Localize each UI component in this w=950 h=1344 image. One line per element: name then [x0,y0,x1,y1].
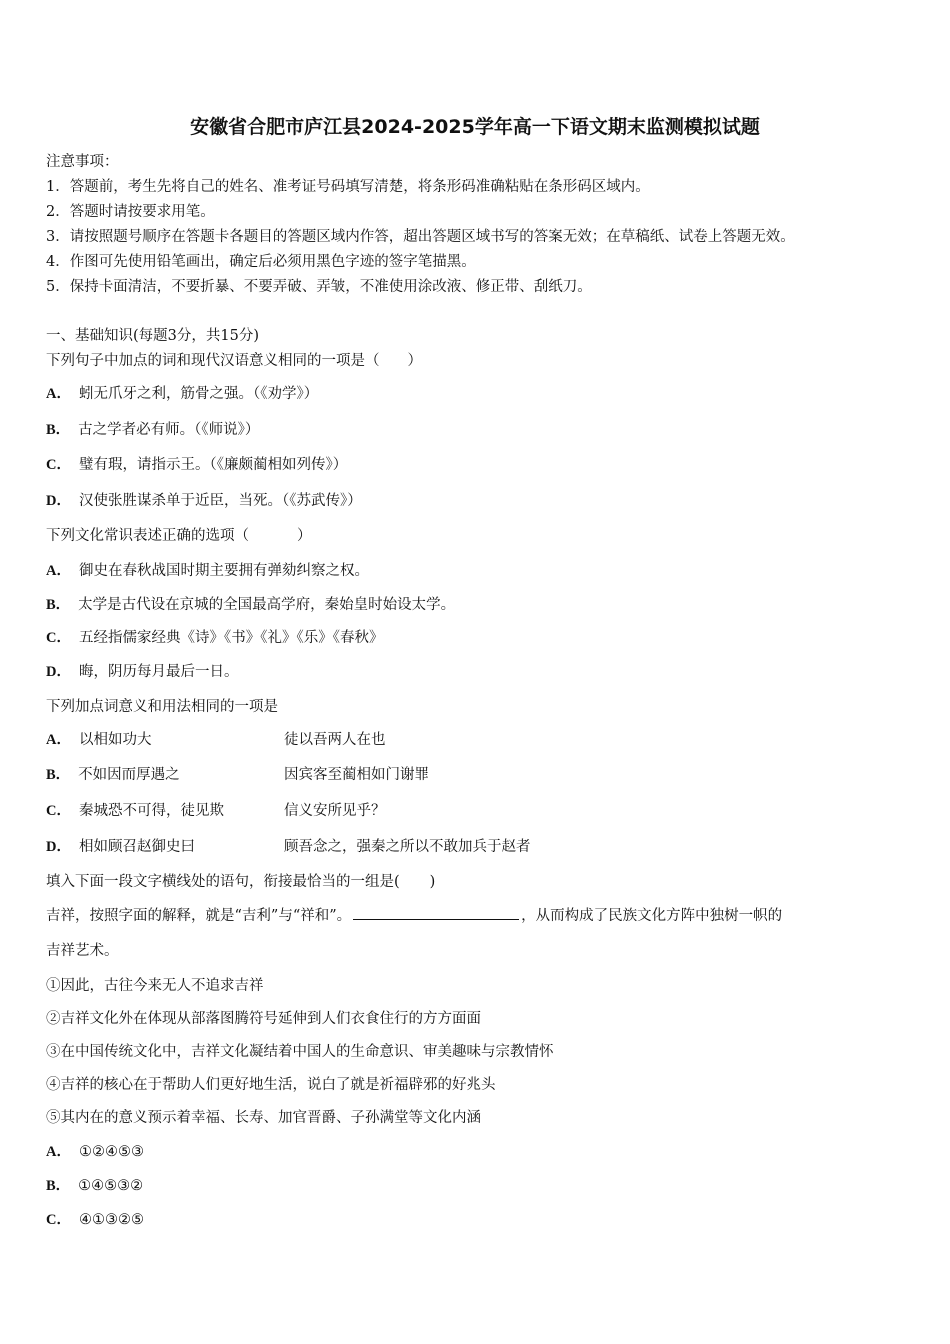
passage-line [46,905,782,926]
option-a [46,730,151,750]
notice-item: 4．作图可先使用铅笔画出，确定后必须用黑色字迹的签字笔描黑。 [46,254,476,270]
option-text: 蚓无爪牙之利，筋骨之强。（《劝学》） [78,386,319,402]
option-label: B． [46,1178,71,1194]
option-c [46,455,347,475]
sentence-item: ⑤其内在的意义预示着幸福、长寿、加官晋爵、子孙满堂等文化内涵 [46,1110,481,1126]
notice-item: 1．答题前，考生先将自己的姓名、准考证号码填写清楚，将条形码准确粘贴在条形码区域内。 [46,179,650,195]
sentence-item: ③在中国传统文化中，吉祥文化凝结着中国人的生命意识、审美趣味与宗教情怀 [46,1044,554,1060]
notice-item: 3．请按照题号顺序在答题卡各题目的答题区域内作答，超出答题区域书写的答案无效；在草稿纸、试卷上答题无效。 [46,229,795,245]
option-text: 汉使张胜谋杀单于近臣，当死。（《苏武传》） [78,493,362,509]
question-stem-text: 下列句子中加点的词和现代汉语意义相同的一项是（ [46,353,380,369]
option-label: C． [46,457,71,473]
sentence-item: ④吉祥的核心在于帮助人们更好地生活，说白了就是祈福辟邪的好兆头 [46,1077,496,1093]
section-heading: 一、基础知识(每题3分，共15分) [46,328,259,344]
option-c [46,801,224,821]
option-text: 璧有瑕，请指示王。（《廉颇蔺相如列传》） [78,457,348,473]
option-b [46,765,180,785]
option-text: 五经指儒家经典《诗》《书》《礼》《乐》《春秋》 [78,630,384,646]
option-text: 古之学者必有师。（《师说》） [78,422,260,438]
option-a [46,561,369,581]
question-3-stem: 下列加点词意义和用法相同的一项是 [46,699,278,715]
option-b [46,595,455,615]
option-label: D． [46,839,71,855]
option-text-left: 相如顾召赵御史曰 [78,839,195,855]
option-text-right: 因宾客至蔺相如门谢罪 [284,767,429,783]
option-text: 太学是古代设在京城的全国最高学府，秦始皇时始设太学。 [78,597,456,613]
option-label: C． [46,803,71,819]
option-b [46,1176,143,1196]
option-d [46,837,195,857]
question-stem-end: ） [297,528,312,544]
option-text-right: 顾吾念之，强秦之所以不敢加兵于赵者 [284,839,531,855]
option-text-right: 信义安所见乎？ [284,803,386,819]
notice-heading: 注意事项： [46,154,119,170]
option-text: ①②④⑤③ [78,1144,144,1160]
option-text-left: 秦城恐不可得，徒见欺 [78,803,224,819]
sentence-item: ②吉祥文化外在体现从部落图腾符号延伸到人们衣食住行的方方面面 [46,1011,481,1027]
option-a [46,1142,144,1162]
option-label: B． [46,767,71,783]
option-text-left: 不如因而厚遇之 [78,767,180,783]
option-label: D． [46,664,71,680]
option-c [46,1210,144,1230]
option-text-right: 徒以吾两人在也 [284,732,386,748]
option-label: B． [46,597,71,613]
option-text: 御史在春秋战国时期主要拥有弹劾纠察之权。 [78,563,369,579]
question-stem-text: 填入下面一段文字横线处的语句，衔接最恰当的一组是( [46,874,400,890]
option-c [46,628,383,648]
option-label: C． [46,630,71,646]
question-stem-end: ） [407,353,422,369]
option-b [46,420,259,440]
option-label: A． [46,1144,71,1160]
option-label: A． [46,732,71,748]
passage-text: 吉祥，按照字面的解释，就是“吉利”与“祥和”。 [46,908,352,924]
notice-item: 2．答题时请按要求用笔。 [46,204,215,220]
option-text: ④①③②⑤ [78,1212,144,1228]
option-text-left: 以相如功大 [78,732,152,748]
option-label: B． [46,422,71,438]
option-label: A． [46,563,71,579]
fill-blank [353,905,519,920]
option-label: A． [46,386,71,402]
question-4-stem [46,872,435,892]
question-1-stem [46,351,422,371]
option-d [46,491,362,511]
passage-line: 吉祥艺术。 [46,943,119,959]
option-d [46,662,238,682]
question-stem-text: 下列文化常识表述正确的选项（ [46,528,249,544]
question-2-stem [46,526,312,546]
option-text: ①④⑤③② [78,1178,144,1194]
option-text: 晦，阴历每月最后一日。 [78,664,239,680]
passage-text: ，从而构成了民族文化方阵中独树一帜的 [521,908,783,924]
notice-item: 5．保持卡面清洁，不要折暴、不要弄破、弄皱，不准使用涂改液、修正带、刮纸刀。 [46,279,592,295]
page-title: 安徽省合肥市庐江县2024-2025学年高一下语文期末监测模拟试题 [190,116,760,138]
question-stem-end: ) [429,874,436,890]
sentence-item: ①因此，古往今来无人不追求吉祥 [46,978,264,994]
option-a [46,384,318,404]
option-label: D． [46,493,71,509]
option-label: C． [46,1212,71,1228]
